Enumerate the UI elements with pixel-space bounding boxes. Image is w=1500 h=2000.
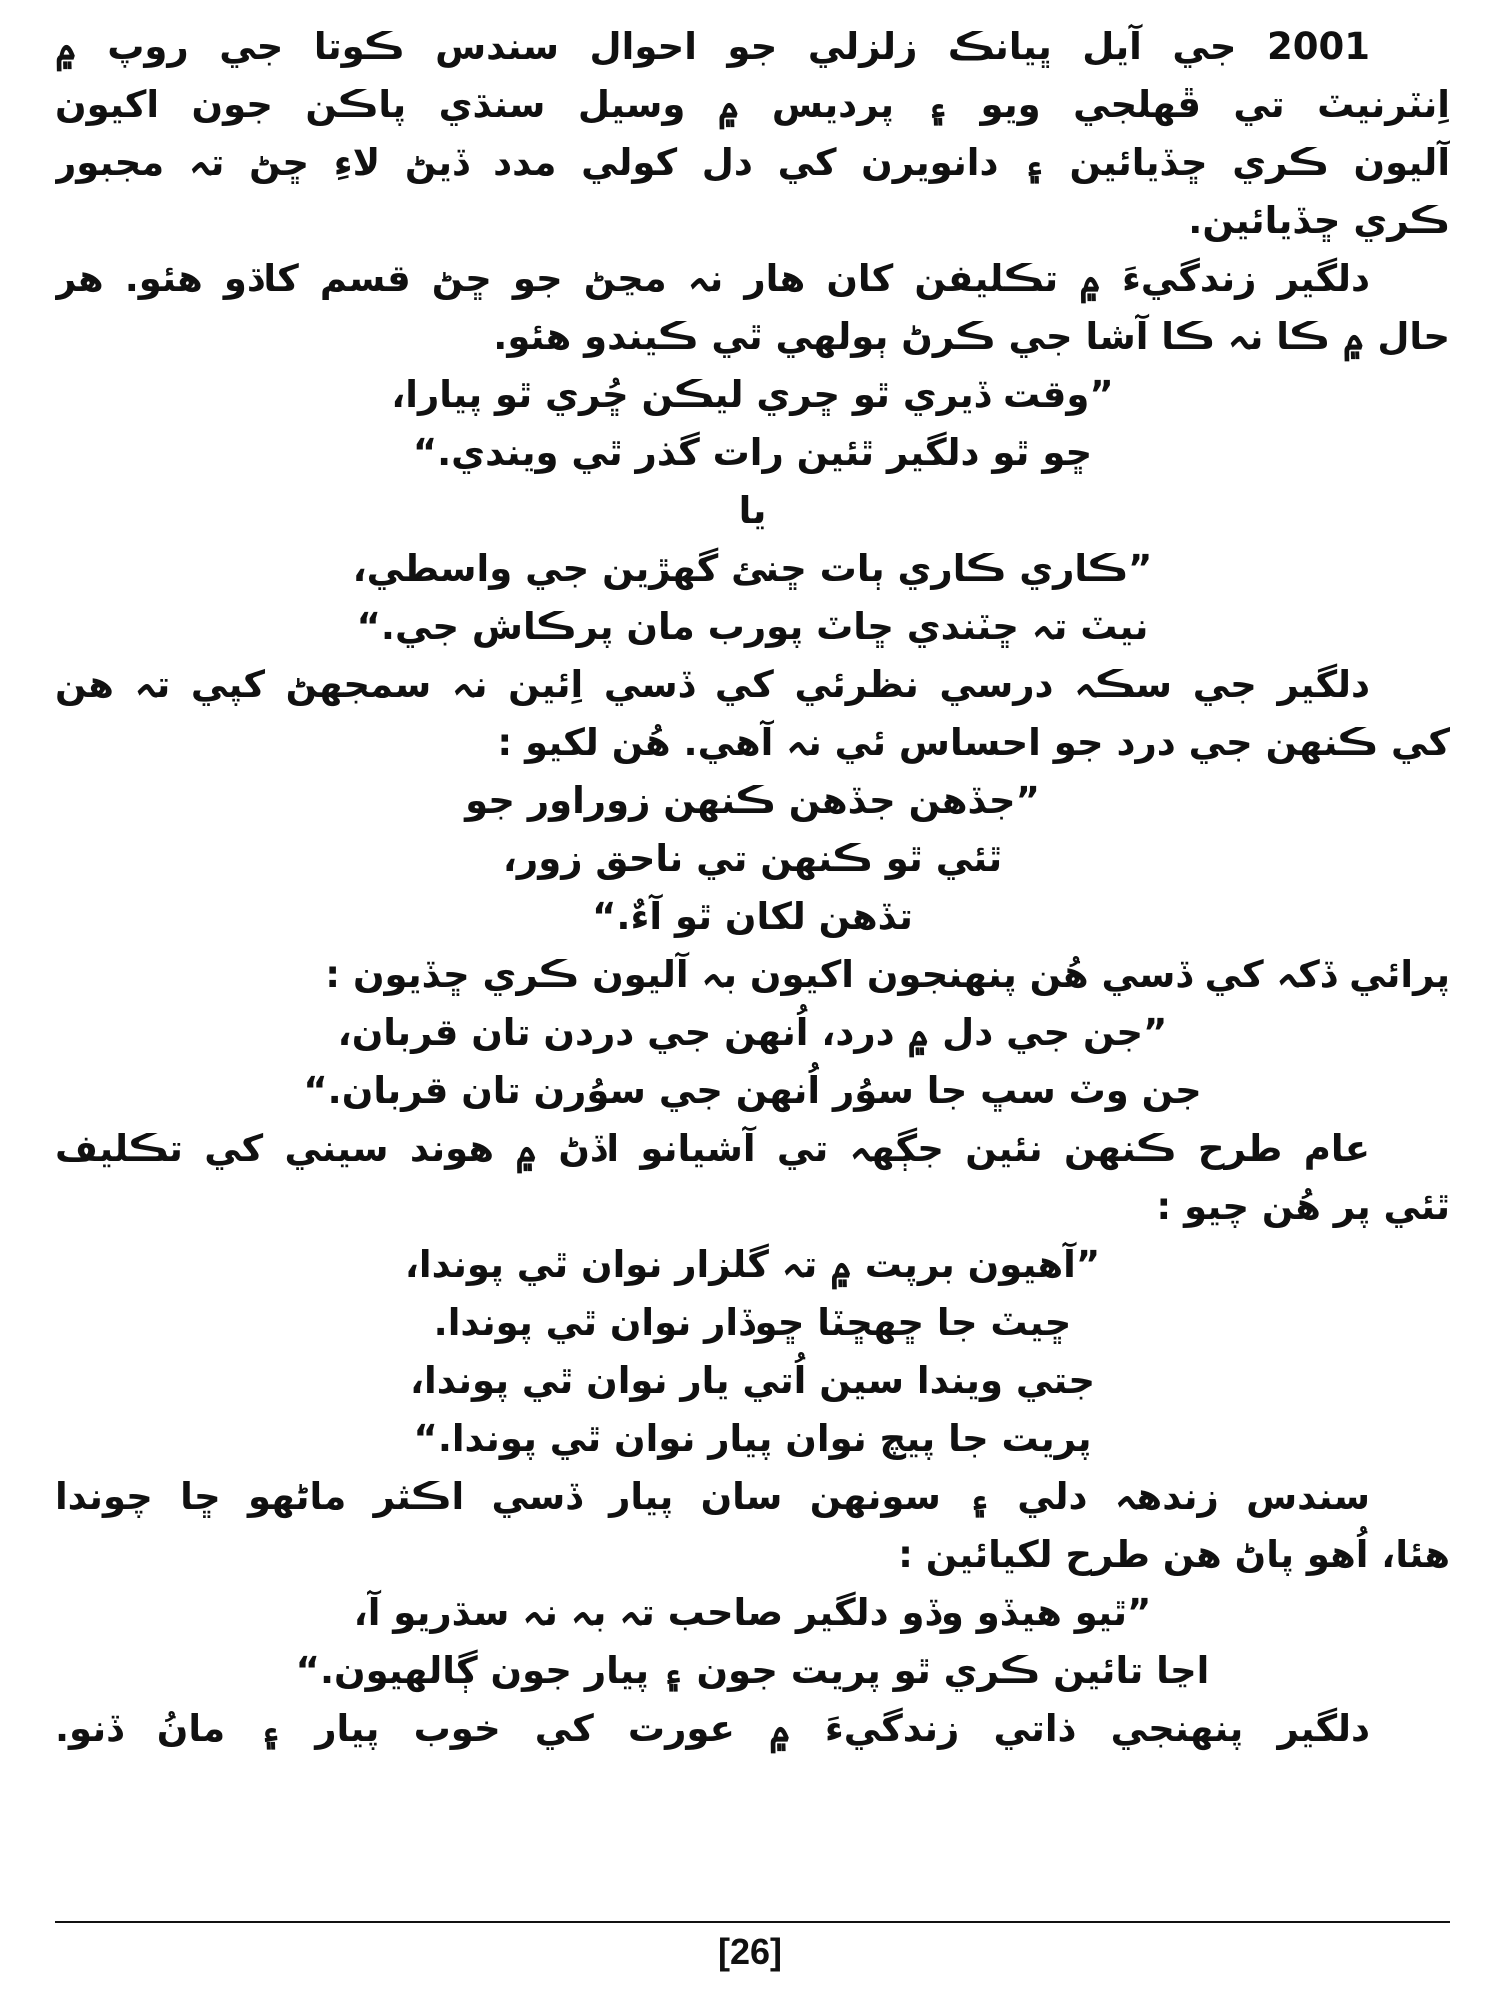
text-line: دلگير پنهنجي ذاتي زندگيءَ ۾ عورت کي خوب پيار ۽ مانُ ڏنو. [55, 1707, 1370, 1750]
verse-line: ”ڪاري ڪاري ٻات ڇنئ گهڙين جي واسطي، [352, 547, 1153, 590]
text-line: حال ۾ ڪا نہ ڪا آشا جي ڪرڻ ٻولهي ٿي ڪيندو هئو. [493, 315, 1450, 358]
verse-line: پريت جا پيچ نوان پيار نوان ٿي پوندا.“ [413, 1417, 1092, 1460]
text-line: دلگير جي سڪہ درسي نظرئي کي ڏسي اِئين نہ سمجهڻ کپي تہ هن [55, 663, 1370, 706]
verse-line: ”آهيون برپت ۾ تہ گلزار نوان ٿي پوندا، [404, 1243, 1101, 1286]
verse-line: جن وٽ سڀ جا سوُر اُنهن جي سوُرن تان قربان.“ [303, 1069, 1202, 1112]
verse-line: نيٽ تہ ڇٽندي ڇاٽ پورب مان پرڪاش جي.“ [356, 605, 1149, 648]
verse-line: ”ٿيو هيڏو وڏو دلگير صاحب تہ بہ نہ سڌريو آ، [353, 1591, 1152, 1634]
page-number: [26] [717, 1931, 783, 1972]
text-line: 2001 جي آيل ڀيانڪ زلزلي جو احوال سندس ڪوتا جي روپ ۾ [55, 25, 1370, 68]
text-line: هئا، اُهو پاڻ هن طرح لکيائين : [898, 1533, 1450, 1576]
text-line: ڪري ڇڏيائين. [1188, 199, 1450, 242]
text-line: کي ڪنهن جي درد جو احساس ئي نہ آهي. هُن لکيو : [497, 721, 1450, 764]
verse-line: ڇيٽ جا ڇهڇٽا ڇوڏار نوان ٿي پوندا. [433, 1301, 1072, 1344]
text-line: ٿئي پر هُن چيو : [1156, 1185, 1450, 1228]
verse-line: ٿئي ٿو ڪنهن تي ناحق زور، [502, 837, 1003, 880]
verse-line: يا [738, 489, 767, 532]
verse-line: اڃا تائين ڪري ٿو پريت جون ۽ پيار جون ڳالهيون.“ [295, 1649, 1210, 1692]
footer-rule [55, 1921, 1450, 1923]
text-line: سندس زندهہ دلي ۽ سونهن سان پيار ڏسي اڪثر ماڻهو ڇا چوندا [55, 1475, 1370, 1518]
verse-line: تڏهن لکان ٿو آءٌ.“ [592, 895, 913, 938]
text-line: عام طرح ڪنهن نئين جڳهہ تي آشيانو اڏڻ ۾ هوند سيني کي تڪليف [55, 1127, 1370, 1170]
verse-line: ”وقت ڏيري ٿو ڇري ليڪن ڇُري ٿو پيارا، [391, 373, 1114, 416]
verse-line: ”جڏهن جڏهن ڪنهن زوراور جو [465, 779, 1040, 822]
verse-line: جتي ويندا سين اُتي يار نوان ٿي پوندا، [409, 1359, 1096, 1402]
text-line: دلگير زندگيءَ ۾ تڪليفن کان هار نہ مڃڻ جو ڇڻ قسم کاڌو هئو. هر [55, 257, 1370, 300]
text-line: آليون ڪري ڇڏيائين ۽ دانويرن کي دل کولي مدد ڏيڻ لاءِ ڇڻ تہ مجبور [55, 141, 1450, 184]
verse-line: ڇو ٿو دلگير ٿئين رات گذر ٿي ويندي.“ [412, 431, 1093, 474]
document-page [55, 18, 1450, 1908]
text-line: پرائي ڏکہ کي ڏسي هُن پنهنجون اکيون بہ آليون ڪري ڇڏيون : [325, 953, 1450, 996]
text-line: اِنٽرنيٽ تي ڦهلجي ويو ۽ پرديس ۾ وسيل سنڌي پاڪن جون اکيون [55, 83, 1450, 126]
verse-line: ”جن جي دل ۾ درد، اُنهن جي دردن تان قربان، [337, 1011, 1168, 1054]
